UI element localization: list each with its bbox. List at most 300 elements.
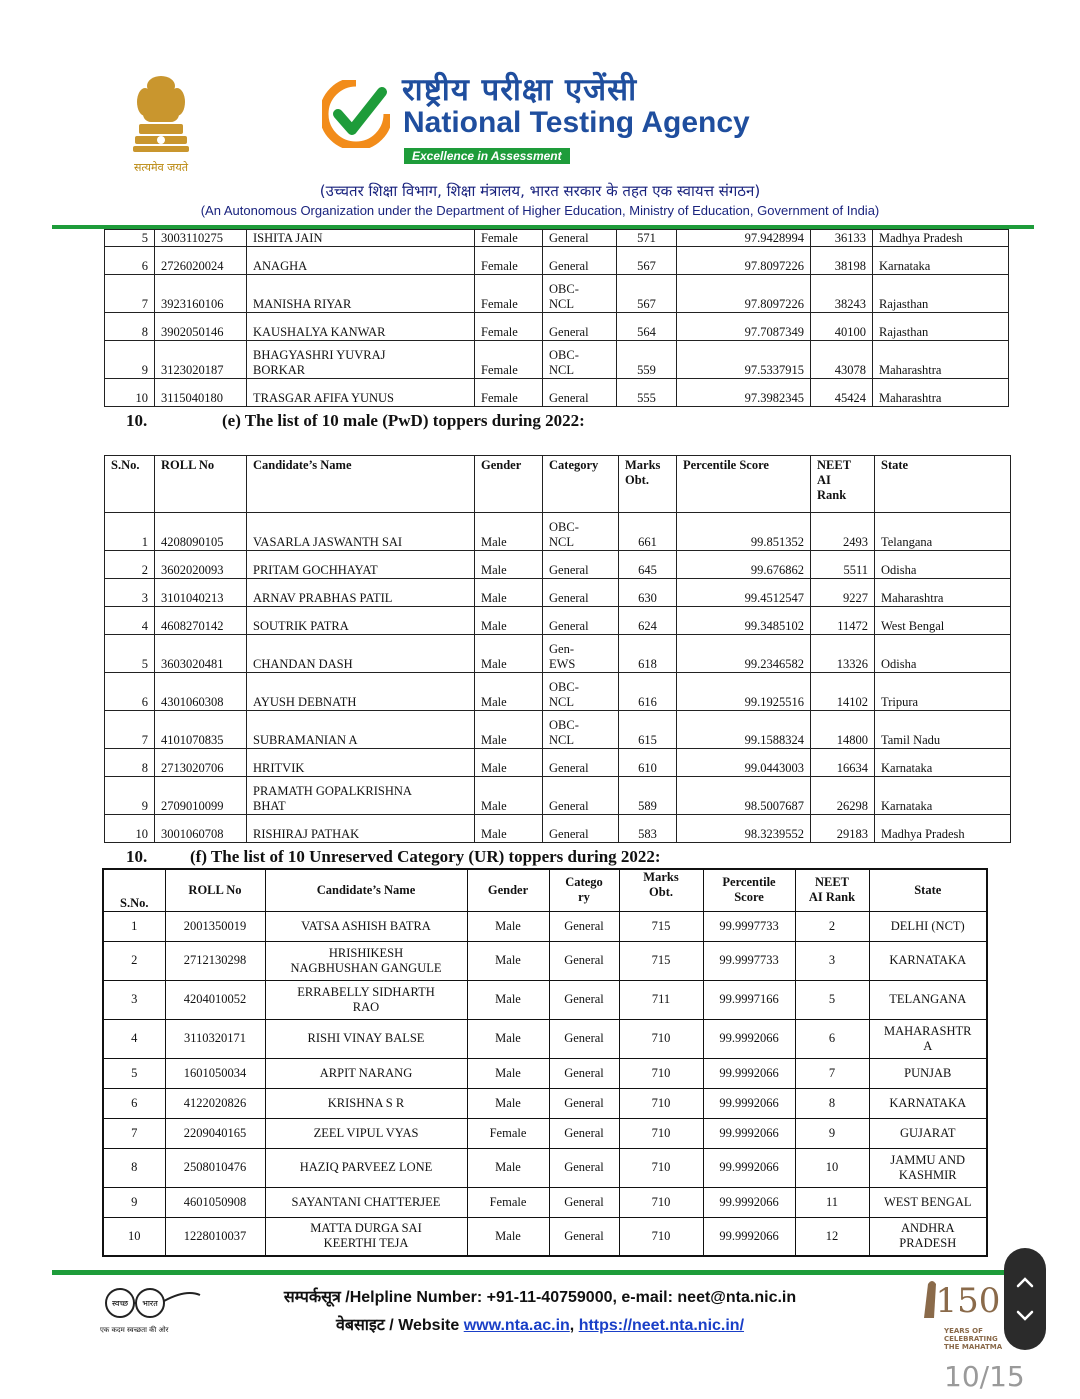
table-row — [105, 635, 1011, 673]
cell-gender: Male — [467, 911, 549, 941]
cell-roll: 4204010052 — [165, 980, 265, 1019]
cell-marks: 615 — [619, 711, 677, 749]
scroll-down-icon[interactable] — [1004, 1300, 1046, 1340]
cell-gender: Male — [475, 815, 543, 843]
col-marks-header: Marks Obt. — [619, 456, 677, 513]
cell-name: HRISHIKESH NAGBHUSHAN GANGULE — [265, 941, 467, 980]
cell-marks: 710 — [619, 1088, 703, 1118]
cell-rank: 38198 — [811, 247, 873, 275]
table-row — [105, 341, 1009, 379]
female-pwd-table — [104, 229, 1009, 407]
section-f-number: 10. — [126, 847, 148, 866]
cell-marks: 555 — [617, 379, 677, 407]
cell-cat: General — [549, 1148, 619, 1187]
cell-state: MAHARASHTR A — [869, 1019, 987, 1058]
cell-state: Odisha — [875, 551, 1011, 579]
cell-rank: 3 — [795, 941, 869, 980]
table-row — [103, 1019, 987, 1058]
cell-roll: 4122020826 — [165, 1088, 265, 1118]
cell-marks: 616 — [619, 673, 677, 711]
cell-cat: General — [543, 579, 619, 607]
cell-name: TRASGAR AFIFA YUNUS — [247, 379, 475, 407]
cell-roll: 2508010476 — [165, 1148, 265, 1187]
col-state-header: State — [875, 456, 1011, 513]
subtitle-hindi: (उच्चतर शिक्षा विभाग, शिक्षा मंत्रालय, भारत सरकार के तहत एक स्वायत्त संगठन) — [319, 182, 761, 200]
cell-pct: 99.9992066 — [703, 1019, 795, 1058]
ur-col-rank-header: NEET AI Rank — [795, 869, 869, 911]
cell-cat: General — [549, 1118, 619, 1148]
table-row — [103, 1088, 987, 1118]
cell-gender: Male — [475, 673, 543, 711]
cell-rank: 14102 — [811, 673, 875, 711]
ur-col-gender-header: Gender — [467, 869, 549, 911]
cell-pct: 97.7087349 — [677, 313, 811, 341]
cell-marks: 571 — [617, 230, 677, 247]
col-roll-header: ROLL No — [155, 456, 247, 513]
cell-pct: 99.9992066 — [703, 1187, 795, 1217]
cell-state: Maharashtra — [875, 579, 1011, 607]
cell-roll: 3902050146 — [155, 313, 247, 341]
cell-marks: 710 — [619, 1148, 703, 1187]
cell-cat: OBC- NCL — [543, 275, 617, 313]
table-row — [103, 911, 987, 941]
cell-name: RISHIRAJ PATHAK — [247, 815, 475, 843]
cell-name: CHANDAN DASH — [247, 635, 475, 673]
cell-sno: 2 — [103, 941, 165, 980]
cell-marks: 715 — [619, 941, 703, 980]
cell-name: SOUTRIK PATRA — [247, 607, 475, 635]
col-gender-header: Gender — [475, 456, 543, 513]
cell-sno: 9 — [103, 1187, 165, 1217]
cell-sno: 7 — [105, 275, 155, 313]
ur-col-percentile-header: Percentile Score — [703, 869, 795, 911]
cell-pct: 99.3485102 — [677, 607, 811, 635]
cell-pct: 99.9992066 — [703, 1088, 795, 1118]
cell-sno: 4 — [103, 1019, 165, 1058]
cell-state: Maharashtra — [873, 341, 1009, 379]
section-e-number: 10. — [126, 411, 148, 430]
ur-col-category-header: Catego ry — [549, 869, 619, 911]
cell-pct: 99.851352 — [677, 513, 811, 551]
cell-sno: 10 — [105, 379, 155, 407]
cell-cat: General — [543, 777, 619, 815]
cell-sno: 1 — [103, 911, 165, 941]
cell-name: SAYANTANI CHATTERJEE — [265, 1187, 467, 1217]
cell-rank: 16634 — [811, 749, 875, 777]
cell-name: MANISHA RIYAR — [247, 275, 475, 313]
gandhi-150-icon — [918, 1274, 1008, 1322]
cell-gender: Male — [475, 635, 543, 673]
cell-name: KAUSHALYA KANWAR — [247, 313, 475, 341]
section-f-title: (f) The list of 10 Unreserved Category (UR) toppers during 2022: — [190, 847, 661, 866]
cell-cat: General — [543, 607, 619, 635]
table-row — [105, 247, 1009, 275]
table-row — [105, 230, 1009, 247]
table-row — [105, 313, 1009, 341]
cell-roll: 2713020706 — [155, 749, 247, 777]
cell-roll: 3923160106 — [155, 275, 247, 313]
cell-gender: Male — [475, 607, 543, 635]
col-name-header: Candidate’s Name — [247, 456, 475, 513]
cell-cat: General — [549, 1088, 619, 1118]
cell-pct: 99.9992066 — [703, 1118, 795, 1148]
cell-cat: General — [543, 749, 619, 777]
cell-gender: Male — [467, 1148, 549, 1187]
table-row — [105, 551, 1011, 579]
cell-pct: 97.5337915 — [677, 341, 811, 379]
cell-roll: 4601050908 — [165, 1187, 265, 1217]
cell-cat: General — [549, 941, 619, 980]
cell-roll: 3101040213 — [155, 579, 247, 607]
cell-gender: Male — [467, 1019, 549, 1058]
gandhi-caption-3: THE MAHATMA — [944, 1343, 1003, 1351]
swachh-word: स्वच्छ — [111, 1299, 129, 1308]
agency-tagline: Excellence in Assessment — [404, 148, 570, 164]
table-row — [105, 777, 1011, 815]
cell-name: ERRABELLY SIDHARTH RAO — [265, 980, 467, 1019]
cell-marks: 630 — [619, 579, 677, 607]
cell-gender: Female — [475, 341, 543, 379]
cell-cat: General — [543, 230, 617, 247]
cell-gender: Male — [475, 551, 543, 579]
cell-roll: 2712130298 — [165, 941, 265, 980]
cell-marks: 710 — [619, 1058, 703, 1088]
cell-marks: 710 — [619, 1217, 703, 1256]
table-row — [103, 941, 987, 980]
cell-state: West Bengal — [875, 607, 1011, 635]
cell-roll: 3115040180 — [155, 379, 247, 407]
cell-cat: OBC- NCL — [543, 711, 619, 749]
cell-name: MATTA DURGA SAI KEERTHI TEJA — [265, 1217, 467, 1256]
cell-state: TELANGANA — [869, 980, 987, 1019]
gandhi-150-logo — [918, 1274, 1008, 1351]
cell-state: KARNATAKA — [869, 941, 987, 980]
cell-sno: 9 — [105, 777, 155, 815]
cell-rank: 26298 — [811, 777, 875, 815]
table-row — [105, 815, 1011, 843]
cell-name: BHAGYASHRI YUVRAJ BORKAR — [247, 341, 475, 379]
website-separator: , — [569, 1317, 579, 1334]
cell-pct: 98.3239552 — [677, 815, 811, 843]
cell-marks: 710 — [619, 1118, 703, 1148]
cell-rank: 7 — [795, 1058, 869, 1088]
cell-name: VATSA ASHISH BATRA — [265, 911, 467, 941]
cell-pct: 97.3982345 — [677, 379, 811, 407]
cell-roll: 4101070835 — [155, 711, 247, 749]
table-row — [103, 1217, 987, 1256]
gandhi-caption-1: YEARS OF — [944, 1327, 983, 1335]
cell-state: Odisha — [875, 635, 1011, 673]
cell-rank: 2 — [795, 911, 869, 941]
cell-cat: OBC- NCL — [543, 673, 619, 711]
ur-col-marks-header: Marks Obt. — [619, 869, 703, 911]
footer-divider — [52, 1270, 1034, 1275]
cell-gender: Male — [467, 1088, 549, 1118]
cell-rank: 6 — [795, 1019, 869, 1058]
cell-name: SUBRAMANIAN A — [247, 711, 475, 749]
cell-marks: 624 — [619, 607, 677, 635]
cell-sno: 8 — [105, 313, 155, 341]
cell-cat: General — [549, 1019, 619, 1058]
cell-gender: Female — [467, 1187, 549, 1217]
cell-sno: 3 — [105, 579, 155, 607]
cell-state: Maharashtra — [873, 379, 1009, 407]
cell-state: Karnataka — [875, 777, 1011, 815]
bharat-word: भारत — [142, 1299, 158, 1308]
cell-name: ARPIT NARANG — [265, 1058, 467, 1088]
cell-roll: 3001060708 — [155, 815, 247, 843]
cell-rank: 36133 — [811, 230, 873, 247]
male-pwd-table — [104, 455, 1011, 843]
gandhi-number: 150 — [935, 1281, 1001, 1321]
cell-sno: 5 — [105, 230, 155, 247]
table-row — [105, 513, 1011, 551]
cell-pct: 99.676862 — [677, 551, 811, 579]
cell-pct: 99.9992066 — [703, 1058, 795, 1088]
cell-cat: General — [543, 313, 617, 341]
cell-sno: 5 — [103, 1058, 165, 1088]
cell-marks: 715 — [619, 911, 703, 941]
neet-website-link[interactable]: https://neet.nta.nic.in/ — [578, 1317, 745, 1334]
cell-marks: 567 — [617, 247, 677, 275]
cell-roll: 3110320171 — [165, 1019, 265, 1058]
cell-sno: 2 — [105, 551, 155, 579]
cell-roll: 3003110275 — [155, 230, 247, 247]
cell-sno: 4 — [105, 607, 155, 635]
table-row — [105, 749, 1011, 777]
cell-sno: 6 — [105, 673, 155, 711]
cell-rank: 29183 — [811, 815, 875, 843]
cell-cat: Gen- EWS — [543, 635, 619, 673]
cell-gender: Female — [475, 313, 543, 341]
cell-pct: 99.9992066 — [703, 1148, 795, 1187]
cell-rank: 5 — [795, 980, 869, 1019]
cell-gender: Female — [475, 275, 543, 313]
cell-name: RISHI VINAY BALSE — [265, 1019, 467, 1058]
table-row — [105, 379, 1009, 407]
cell-state: ANDHRA PRADESH — [869, 1217, 987, 1256]
col-percentile-header: Percentile Score — [677, 456, 811, 513]
cell-marks: 710 — [619, 1019, 703, 1058]
helpline-text: सम्पर्कसूत्र /Helpline Number: +91-11-40759000, e-mail: neet@nta.nic.in — [283, 1289, 797, 1306]
cell-cat: General — [549, 911, 619, 941]
cell-gender: Female — [475, 247, 543, 275]
cell-name: HRITVIK — [247, 749, 475, 777]
cell-marks: 661 — [619, 513, 677, 551]
cell-cat: General — [543, 815, 619, 843]
cell-cat: OBC- NCL — [543, 341, 617, 379]
cell-state: Tamil Nadu — [875, 711, 1011, 749]
cell-name: AYUSH DEBNATH — [247, 673, 475, 711]
ur-col-state-header: State — [869, 869, 987, 911]
cell-state: DELHI (NCT) — [869, 911, 987, 941]
table-row — [105, 275, 1009, 313]
cell-state: Madhya Pradesh — [873, 230, 1009, 247]
cell-roll: 4208090105 — [155, 513, 247, 551]
cell-marks: 711 — [619, 980, 703, 1019]
cell-gender: Male — [467, 1217, 549, 1256]
cell-state: Tripura — [875, 673, 1011, 711]
cell-gender: Male — [467, 980, 549, 1019]
cell-gender: Male — [475, 749, 543, 777]
gandhi-caption-2: CELEBRATING — [944, 1335, 998, 1343]
cell-roll: 2709010099 — [155, 777, 247, 815]
cell-name: VASARLA JASWANTH SAI — [247, 513, 475, 551]
cell-pct: 99.9997733 — [703, 941, 795, 980]
cell-pct: 99.4512547 — [677, 579, 811, 607]
cell-gender: Male — [475, 777, 543, 815]
cell-rank: 8 — [795, 1088, 869, 1118]
cell-cat: General — [549, 1217, 619, 1256]
cell-marks: 710 — [619, 1187, 703, 1217]
cell-roll: 3123020187 — [155, 341, 247, 379]
cell-rank: 13326 — [811, 635, 875, 673]
cell-rank: 11 — [795, 1187, 869, 1217]
cell-state: Karnataka — [875, 749, 1011, 777]
cell-name: ZEEL VIPUL VYAS — [265, 1118, 467, 1148]
cell-roll: 4608270142 — [155, 607, 247, 635]
cell-sno: 6 — [105, 247, 155, 275]
cell-sno: 7 — [105, 711, 155, 749]
cell-gender: Female — [467, 1118, 549, 1148]
cell-sno: 10 — [103, 1217, 165, 1256]
cell-cat: General — [543, 551, 619, 579]
cell-sno: 7 — [103, 1118, 165, 1148]
table-row — [103, 1148, 987, 1187]
cell-sno: 9 — [105, 341, 155, 379]
cell-gender: Male — [467, 941, 549, 980]
cell-gender: Female — [475, 379, 543, 407]
cell-pct: 99.2346582 — [677, 635, 811, 673]
cell-pct: 99.1588324 — [677, 711, 811, 749]
cell-pct: 99.1925516 — [677, 673, 811, 711]
cell-rank: 2493 — [811, 513, 875, 551]
table-row — [105, 579, 1011, 607]
agency-name-english: National Testing Agency — [403, 106, 750, 139]
cell-name: KRISHNA S R — [265, 1088, 467, 1118]
cell-rank: 14800 — [811, 711, 875, 749]
unreserved-toppers-table — [102, 868, 988, 1257]
cell-rank: 5511 — [811, 551, 875, 579]
nta-checkmark-logo-icon — [322, 80, 390, 148]
cell-pct: 99.9992066 — [703, 1217, 795, 1256]
cell-rank: 12 — [795, 1217, 869, 1256]
cell-roll: 3602020093 — [155, 551, 247, 579]
cell-pct: 97.8097226 — [677, 247, 811, 275]
cell-marks: 645 — [619, 551, 677, 579]
cell-sno: 10 — [105, 815, 155, 843]
cell-state: Rajasthan — [873, 313, 1009, 341]
cell-marks: 589 — [619, 777, 677, 815]
scroll-up-icon[interactable] — [1004, 1258, 1046, 1298]
col-sno-header: S.No. — [105, 456, 155, 513]
cell-gender: Female — [475, 230, 543, 247]
page-scroll-control — [1004, 1248, 1046, 1350]
ur-col-name-header: Candidate’s Name — [265, 869, 467, 911]
cell-rank: 9227 — [811, 579, 875, 607]
section-e-title: (e) The list of 10 male (PwD) toppers during 2022: — [222, 411, 585, 430]
cell-sno: 8 — [103, 1148, 165, 1187]
cell-name: ISHITA JAIN — [247, 230, 475, 247]
cell-state: Telangana — [875, 513, 1011, 551]
cell-roll: 4301060308 — [155, 673, 247, 711]
cell-rank: 11472 — [811, 607, 875, 635]
cell-pct: 99.9997733 — [703, 911, 795, 941]
subtitle-english: (An Autonomous Organization under the Department of Higher Education, Ministry of Education, Government of India) — [200, 203, 880, 218]
cell-sno: 8 — [105, 749, 155, 777]
cell-name: PRAMATH GOPALKRISHNA BHAT — [247, 777, 475, 815]
table-row — [105, 607, 1011, 635]
cell-cat: General — [543, 247, 617, 275]
cell-state: WEST BENGAL — [869, 1187, 987, 1217]
cell-name: PRITAM GOCHHAYAT — [247, 551, 475, 579]
swachh-caption: एक कदम स्वच्छता की ओर — [100, 1326, 169, 1334]
ur-col-roll-header: ROLL No — [165, 869, 265, 911]
agency-name-hindi: राष्ट्रीय परीक्षा एजेंसी — [402, 72, 638, 108]
table-row — [103, 1118, 987, 1148]
cell-marks: 610 — [619, 749, 677, 777]
cell-roll: 2726020024 — [155, 247, 247, 275]
cell-sno: 6 — [103, 1088, 165, 1118]
cell-cat: General — [549, 1058, 619, 1088]
table-row — [105, 673, 1011, 711]
cell-rank: 45424 — [811, 379, 873, 407]
cell-state: PUNJAB — [869, 1058, 987, 1088]
cell-state: Rajasthan — [873, 275, 1009, 313]
cell-rank: 40100 — [811, 313, 873, 341]
cell-marks: 559 — [617, 341, 677, 379]
ur-col-sno-header: S.No. — [103, 869, 165, 911]
cell-roll: 1601050034 — [165, 1058, 265, 1088]
nta-website-link[interactable]: www.nta.ac.in — [463, 1317, 570, 1334]
table-row — [103, 1187, 987, 1217]
cell-marks: 564 — [617, 313, 677, 341]
cell-state: GUJARAT — [869, 1118, 987, 1148]
cell-name: ANAGHA — [247, 247, 475, 275]
cell-cat: General — [543, 379, 617, 407]
table-row — [105, 711, 1011, 749]
cell-sno: 3 — [103, 980, 165, 1019]
cell-gender: Male — [475, 711, 543, 749]
cell-name: HAZIQ PARVEEZ LONE — [265, 1148, 467, 1187]
cell-pct: 98.5007687 — [677, 777, 811, 815]
cell-roll: 1228010037 — [165, 1217, 265, 1256]
table-row — [103, 1058, 987, 1088]
cell-gender: Male — [467, 1058, 549, 1088]
cell-rank: 9 — [795, 1118, 869, 1148]
cell-pct: 99.9997166 — [703, 980, 795, 1019]
cell-gender: Male — [475, 579, 543, 607]
cell-state: Madhya Pradesh — [875, 815, 1011, 843]
cell-rank: 10 — [795, 1148, 869, 1187]
cell-marks: 618 — [619, 635, 677, 673]
cell-roll: 2001350019 — [165, 911, 265, 941]
cell-marks: 567 — [617, 275, 677, 313]
cell-cat: OBC- NCL — [543, 513, 619, 551]
emblem-motto: सत्यमेव जयते — [133, 161, 188, 174]
cell-state: JAMMU AND KASHMIR — [869, 1148, 987, 1187]
cell-pct: 97.9428994 — [677, 230, 811, 247]
cell-rank: 38243 — [811, 275, 873, 313]
cell-rank: 43078 — [811, 341, 873, 379]
cell-roll: 3603020481 — [155, 635, 247, 673]
website-label: वेबसाइट / Website — [335, 1317, 464, 1334]
cell-sno: 5 — [105, 635, 155, 673]
col-category-header: Category — [543, 456, 619, 513]
cell-sno: 1 — [105, 513, 155, 551]
cell-pct: 97.8097226 — [677, 275, 811, 313]
table-row — [103, 980, 987, 1019]
